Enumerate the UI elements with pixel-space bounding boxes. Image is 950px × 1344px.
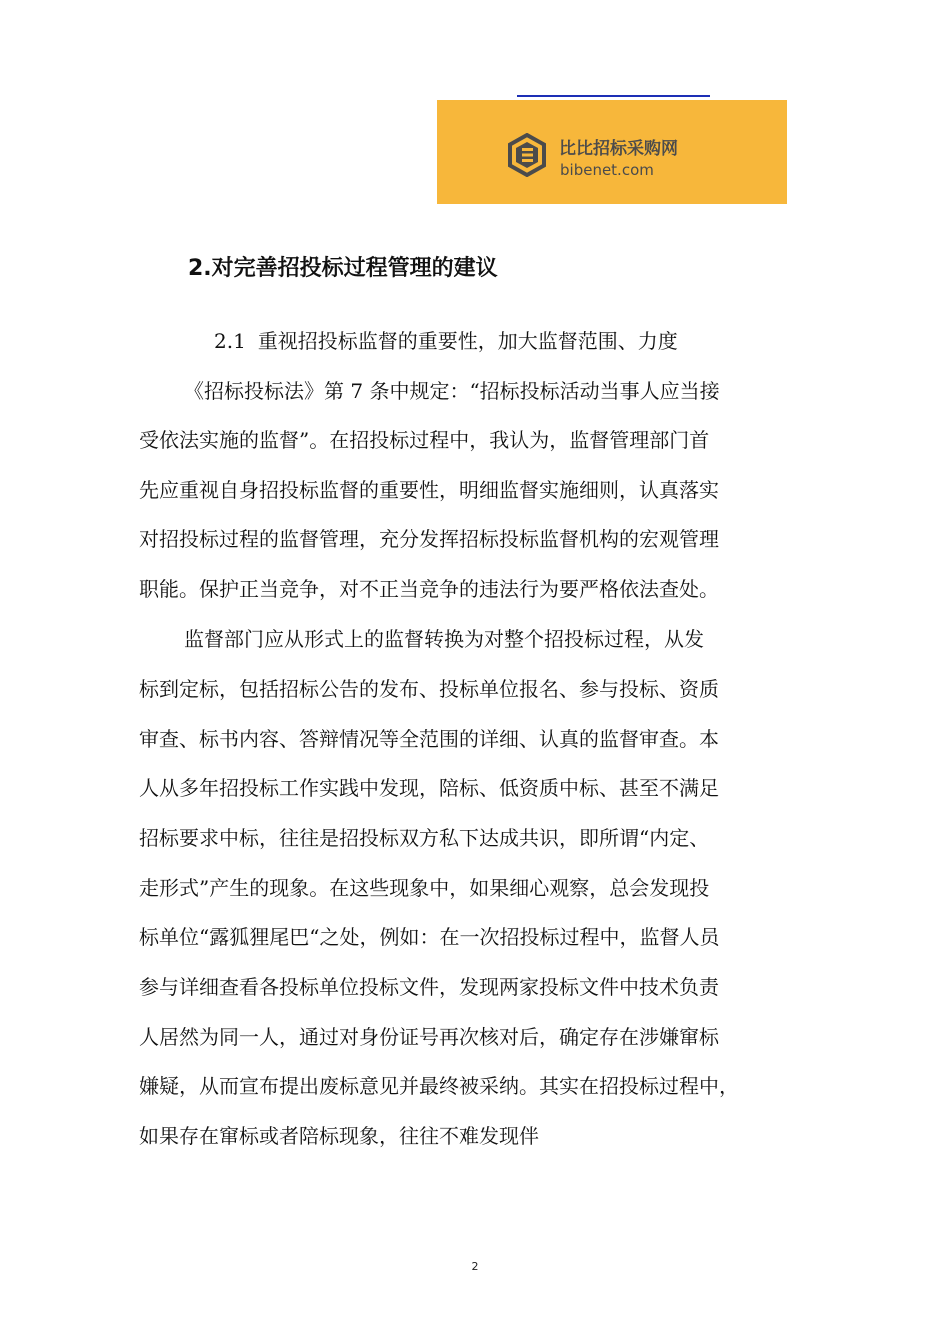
- paragraph-1-line: 《招标投标法》第 7 条中规定：“招标投标活动当事人应当接: [184, 379, 720, 403]
- page-number: 2: [471, 1260, 479, 1273]
- hexagon-e-logo-icon: [507, 133, 547, 177]
- bibenet-logo-banner: [437, 100, 787, 204]
- paragraph-1-line: 对招投标过程的监督管理，充分发挥招标投标监督机构的宏观管理: [139, 527, 719, 551]
- paragraph-2-line: 审查、标书内容、答辩情况等全范围的详细、认真的监督审查。本: [139, 727, 719, 751]
- paragraph-2-line: 监督部门应从形式上的监督转换为对整个招投标过程，从发: [184, 627, 704, 651]
- logo-subtitle: bibenet.com: [560, 161, 654, 179]
- subsection-number: 2.1: [214, 329, 246, 353]
- paragraph-2-line: 参与详细查看各投标单位投标文件，发现两家投标文件中技术负责: [139, 975, 719, 999]
- paragraph-1-line: 职能。保护正当竞争，对不正当竞争的违法行为要严格依法查处。: [139, 577, 719, 601]
- top-rule-line: [517, 95, 710, 97]
- paragraph-2-line: 招标要求中标，往往是招投标双方私下达成共识，即所谓“内定、: [139, 826, 710, 850]
- paragraph-1-line: 先应重视自身招投标监督的重要性，明细监督实施细则，认真落实: [139, 478, 719, 502]
- subsection-heading: [214, 326, 678, 356]
- logo-title: 比比招标采购网: [559, 139, 678, 159]
- paragraph-2-line: 走形式”产生的现象。在这些现象中，如果细心观察，总会发现投: [139, 876, 710, 900]
- subsection-title: 重视招投标监督的重要性，加大监督范围、力度: [257, 329, 678, 353]
- paragraph-2-line: 如果存在窜标或者陪标现象，往往不难发现伴: [139, 1124, 539, 1148]
- paragraph-2-line: 人从多年招投标工作实践中发现，陪标、低资质中标、甚至不满足: [139, 776, 719, 800]
- paragraph-2-line: 标单位“露狐狸尾巴“之处，例如：在一次招投标过程中，监督人员: [139, 925, 720, 949]
- paragraph-2-line: 标到定标，包括招标公告的发布、投标单位报名、参与投标、资质: [139, 677, 719, 701]
- paragraph-2-line: 人居然为同一人，通过对身份证号再次核对后，确定存在涉嫌窜标: [139, 1025, 719, 1049]
- section-heading: 2.对完善招投标过程管理的建议: [188, 256, 498, 281]
- paragraph-1-line: 受依法实施的监督”。在招投标过程中，我认为，监督管理部门首: [139, 428, 710, 452]
- paragraph-2-line: 嫌疑，从而宣布提出废标意见并最终被采纳。其实在招投标过程中，: [139, 1074, 739, 1098]
